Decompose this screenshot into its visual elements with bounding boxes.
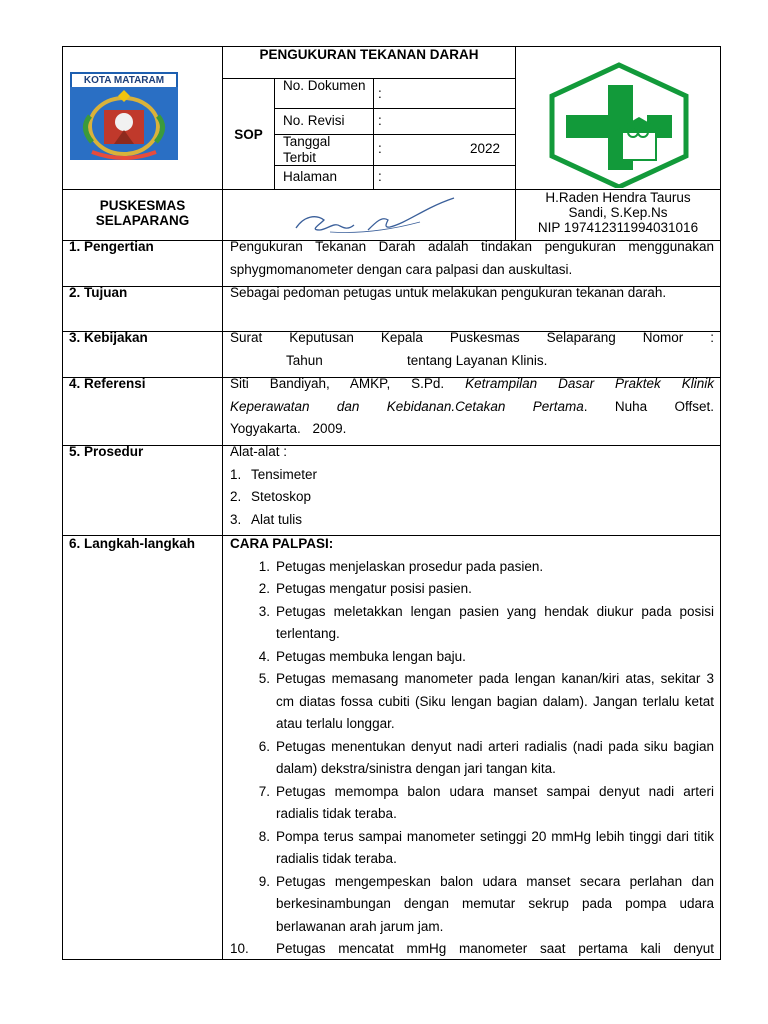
label-kebijakan: 3. Kebijakan — [69, 330, 148, 345]
list-item: 3. Alat tulis — [230, 511, 303, 527]
tanggal-terbit-value: 2022 — [469, 141, 500, 156]
signature — [290, 194, 460, 238]
org-name-line1: PUSKESMAS — [99, 198, 186, 213]
halaman-colon: : — [378, 169, 382, 184]
prosedur-intro: Alat-alat : — [230, 444, 288, 459]
document-title: PENGUKURAN TEKANAN DARAH — [259, 47, 479, 62]
label-referensi: 4. Referensi — [69, 376, 146, 391]
list-item: 1. Tensimeter — [230, 466, 318, 482]
org-name-line2: SELAPARANG — [95, 213, 190, 228]
referensi-author: Siti Bandiyah, AMKP, S.Pd. — [230, 376, 445, 391]
list-item: 10. Petugas mencatat mmHg manometer saat pertama kali denyut — [230, 941, 714, 956]
no-dokumen-label: No. Dokumen — [283, 78, 366, 93]
list-item: 1. Petugas menjelaskan prosedur pada pasien. — [258, 558, 544, 574]
kota-mataram-logo — [70, 72, 178, 160]
steps-list — [230, 556, 714, 960]
kebijakan-line1: Surat Keputusan Kepala Puskesmas Selaparang Nomor : — [230, 330, 714, 345]
no-dokumen-colon: : — [378, 86, 382, 101]
text-pengertian: Pengukuran Tekanan Darah adalah tindakan pengukuran menggunakan sphygmomanometer dengan cara palpasi dan auskultasi. — [230, 239, 714, 277]
list-item: 4. Petugas membuka lengan baju. — [258, 648, 466, 664]
kebijakan-tentang: tentang Layanan Klinis. — [407, 352, 548, 368]
list-item: 8. Pompa terus sampai manometer setinggi 20 mmHg lebih tinggi dari titik radialis tidak teraba. — [258, 828, 714, 866]
no-revisi-colon: : — [378, 113, 382, 128]
label-prosedur: 5. Prosedur — [69, 444, 144, 459]
tanggal-terbit-label: Tanggal Terbit — [283, 134, 331, 165]
tools-list — [230, 464, 714, 532]
puskesmas-logo — [546, 62, 692, 188]
langkah-heading: CARA PALPASI: — [230, 536, 334, 551]
list-item: 6. Petugas menentukan denyut nadi arteri radialis (nadi pada siku bagian dalam) dekstra/sinistra dengan jari tangan kita. — [258, 738, 714, 776]
referensi-publisher: . Nuha Offset. Yogyakarta. 2009. — [230, 398, 714, 436]
list-item: 2. Stetoskop — [230, 489, 312, 504]
list-item: 3. Petugas meletakkan lengan pasien yang hendak diukur pada posisi terlentang. — [258, 603, 714, 641]
label-langkah: 6. Langkah-langkah — [69, 536, 196, 551]
text-referensi — [230, 373, 714, 441]
list-item: 9. Petugas mengempeskan balon udara manset secara perlahan dan berkesinambungan dengan memutar sekrup pada pompa udara berlawanan arah jarum jam. — [258, 873, 714, 934]
list-item: 2. Petugas mengatur posisi pasien. — [258, 581, 472, 596]
label-pengertian: 1. Pengertian — [69, 239, 154, 254]
list-item: 7. Petugas memompa balon udara manset sampai denyut nadi arteri radialis tidak teraba. — [258, 783, 714, 821]
text-prosedur — [230, 441, 714, 531]
halaman-label: Halaman — [283, 169, 338, 184]
signer-nip: NIP 197412311994031016 — [537, 220, 699, 235]
kebijakan-tahun: Tahun — [286, 352, 323, 368]
org-name — [63, 198, 222, 228]
text-tujuan: Sebagai pedoman petugas untuk melakukan pengukuran tekanan darah. — [230, 285, 667, 300]
text-kebijakan — [230, 327, 714, 372]
signer-name: H.Raden Hendra Taurus — [545, 190, 691, 205]
signer-title: Sandi, S.Kep.Ns — [568, 205, 668, 220]
text-langkah — [230, 533, 714, 959]
tanggal-terbit-colon: : — [378, 141, 382, 156]
no-revisi-label: No. Revisi — [283, 113, 345, 128]
logo-caption: KOTA MATARAM — [83, 75, 165, 86]
list-item: 5. Petugas memasang manometer pada lengan kanan/kiri atas, sekitar 3 cm diatas fossa cubiti (Siku lengan bagian dalam). Jangan terlalu ketat atau terlalu longgar. — [258, 671, 714, 731]
referensi-book: Ketrampilan Dasar Praktek Klinik Keperawatan dan Kebidanan.Cetakan Pertama — [230, 376, 714, 414]
label-tujuan: 2. Tujuan — [69, 285, 128, 300]
signer-block — [516, 190, 720, 235]
sop-label: SOP — [234, 126, 263, 142]
